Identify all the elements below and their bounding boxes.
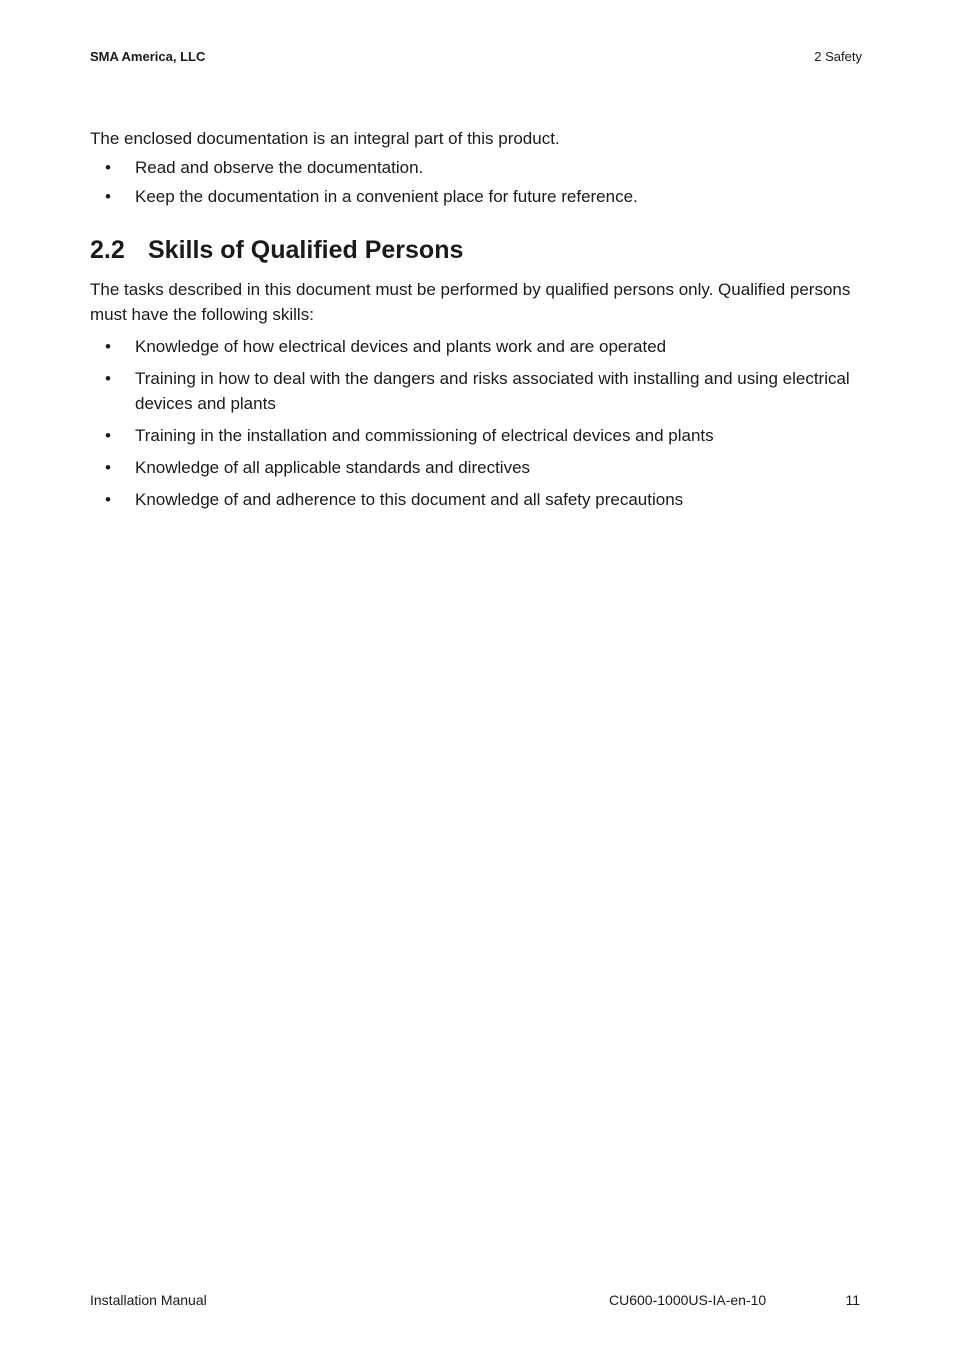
- list-item: • Knowledge of how electrical devices and plants work and are operated: [90, 334, 862, 359]
- list-item: • Training in the installation and commissioning of electrical devices and plants: [90, 423, 862, 448]
- skills-bullet-list: [90, 334, 862, 512]
- header-company: SMA America, LLC: [90, 49, 206, 64]
- intro-paragraph: The enclosed documentation is an integral part of this product.: [90, 129, 560, 148]
- section-number: 2.2: [90, 236, 125, 264]
- list-item: • Training in how to deal with the dangers and risks associated with installing and using electrical devices and plants: [90, 366, 862, 416]
- section-heading: [90, 235, 862, 265]
- section-title: Skills of Qualified Persons: [148, 236, 464, 264]
- footer-doc-code: CU600-1000US-IA-en-10: [609, 1292, 767, 1308]
- page-content: [90, 126, 862, 512]
- section-paragraph: The tasks described in this document must be performed by qualified persons only. Qualified persons must have the following skills:: [90, 280, 851, 324]
- footer-page-number: 11: [845, 1292, 860, 1308]
- list-item: • Read and observe the documentation.: [90, 155, 862, 180]
- intro-bullet-list: [90, 155, 862, 209]
- footer-doc-type: Installation Manual: [90, 1292, 207, 1308]
- list-item: • Knowledge of all applicable standards and directives: [90, 455, 862, 480]
- list-item: • Keep the documentation in a convenient place for future reference.: [90, 184, 862, 209]
- header-chapter: 2 Safety: [814, 49, 862, 64]
- list-item: • Knowledge of and adherence to this document and all safety precautions: [90, 487, 862, 512]
